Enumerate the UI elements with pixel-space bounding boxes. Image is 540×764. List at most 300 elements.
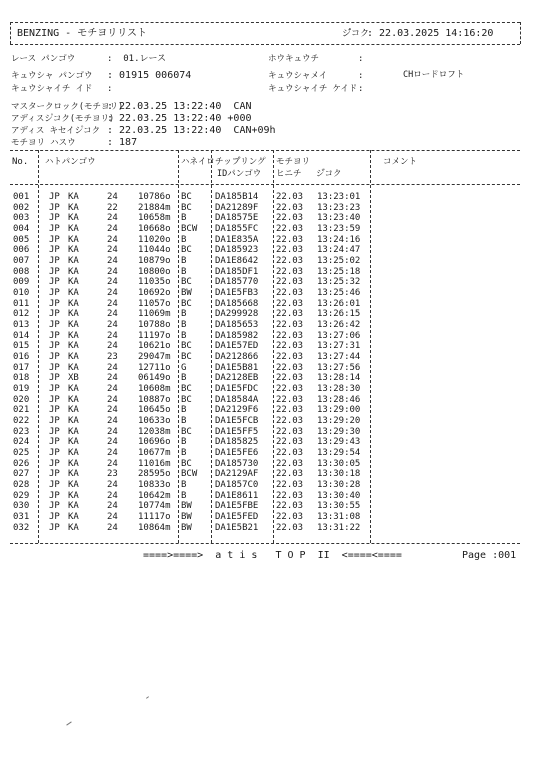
row-country: JP	[49, 213, 60, 224]
row-ring-number: 10774m	[138, 501, 171, 512]
row-date: 22.03	[276, 416, 304, 427]
row-chip-id: DA1E5FF5	[215, 426, 259, 437]
row-number: 013	[13, 320, 30, 331]
row-club: KA	[68, 501, 79, 512]
row-color: BCW	[181, 469, 198, 480]
row-number: 016	[13, 352, 30, 363]
table-row	[0, 341, 540, 352]
row-time: 13:25:46	[317, 288, 361, 299]
row-club: KA	[68, 266, 79, 277]
row-ring-number: 10879o	[138, 256, 171, 267]
row-number: 006	[13, 245, 30, 256]
row-date: 22.03	[276, 362, 304, 373]
row-time: 13:28:14	[317, 373, 361, 384]
row-ring-number: 10864m	[138, 522, 171, 533]
row-country: JP	[49, 448, 60, 459]
entry-count-label: モチヨリ ハスウ	[11, 138, 76, 148]
row-date: 22.03	[276, 405, 304, 416]
row-ring-number: 10692o	[138, 288, 171, 299]
row-time: 13:29:43	[317, 437, 361, 448]
table-row	[0, 235, 540, 246]
row-time: 13:30:55	[317, 501, 361, 512]
row-chip-id: DA2128EB	[215, 373, 259, 384]
row-chip-id: DA185770	[215, 277, 259, 288]
row-ring-number: 10621o	[138, 341, 171, 352]
row-time: 13:29:54	[317, 448, 361, 459]
row-ring-number: 10800o	[138, 266, 171, 277]
row-color: B	[181, 330, 187, 341]
row-time: 13:27:56	[317, 362, 361, 373]
table-row	[0, 427, 540, 438]
row-color: BC	[181, 202, 192, 213]
row-country: JP	[49, 394, 60, 405]
row-ring-number: 10645o	[138, 405, 171, 416]
row-chip-id: DA21289F	[215, 202, 259, 213]
row-color: B	[181, 490, 187, 501]
row-number: 011	[13, 298, 30, 309]
row-year: 24	[107, 501, 118, 512]
row-time: 13:25:32	[317, 277, 361, 288]
row-country: JP	[49, 266, 60, 277]
row-color: B	[181, 309, 187, 320]
row-club: KA	[68, 277, 79, 288]
table-row	[0, 405, 540, 416]
row-country: JP	[49, 490, 60, 501]
row-time: 13:30:05	[317, 458, 361, 469]
row-country: JP	[49, 298, 60, 309]
row-chip-id: DA2129F6	[215, 405, 259, 416]
row-ring-number: 10658m	[138, 213, 171, 224]
row-year: 24	[107, 245, 118, 256]
row-country: JP	[49, 352, 60, 363]
row-number: 017	[13, 362, 30, 373]
row-country: JP	[49, 192, 60, 202]
row-color: BW	[181, 512, 192, 523]
row-club: KA	[68, 352, 79, 363]
row-time: 13:29:20	[317, 416, 361, 427]
row-ring-number: 10887o	[138, 394, 171, 405]
row-date: 22.03	[276, 277, 304, 288]
row-color: B	[181, 213, 187, 224]
table-row	[0, 363, 540, 374]
row-ring-number: 10833o	[138, 480, 171, 491]
header-right-border	[520, 22, 521, 44]
row-chip-id: DA1855FC	[215, 224, 259, 234]
row-year: 24	[107, 458, 118, 469]
loft-longitude-value: :	[358, 84, 364, 94]
table-row	[0, 352, 540, 363]
row-ring-number: 11020o	[138, 234, 171, 245]
table-row	[0, 459, 540, 470]
row-color: B	[181, 256, 187, 267]
row-color: BC	[181, 384, 192, 395]
row-date: 22.03	[276, 256, 304, 267]
row-year: 24	[107, 426, 118, 437]
row-year: 24	[107, 480, 118, 491]
row-number: 008	[13, 266, 30, 277]
row-chip-id: DA1857C0	[215, 480, 259, 491]
table-row	[0, 256, 540, 267]
row-ring-number: 10642m	[138, 490, 171, 501]
row-time: 13:23:23	[317, 202, 361, 213]
row-date: 22.03	[276, 288, 304, 299]
row-club: KA	[68, 309, 79, 320]
table-row	[0, 512, 540, 523]
row-date: 22.03	[276, 202, 304, 213]
row-year: 24	[107, 320, 118, 331]
row-ring-number: 11016m	[138, 458, 171, 469]
hokyu-label: ホウキュウチ	[268, 54, 320, 64]
row-year: 24	[107, 298, 118, 309]
row-number: 021	[13, 405, 30, 416]
row-ring-number: 21884m	[138, 202, 171, 213]
col-color-header: ハネイロ	[181, 157, 215, 167]
row-color: B	[181, 373, 187, 384]
row-chip-id: DA1E8611	[215, 490, 259, 501]
row-year: 24	[107, 512, 118, 523]
row-time: 13:30:40	[317, 490, 361, 501]
table-row	[0, 192, 540, 203]
row-time: 13:23:59	[317, 224, 361, 234]
row-time: 13:25:02	[317, 256, 361, 267]
row-date: 22.03	[276, 469, 304, 480]
row-number: 024	[13, 437, 30, 448]
row-number: 007	[13, 256, 30, 267]
row-date: 22.03	[276, 266, 304, 277]
row-date: 22.03	[276, 373, 304, 384]
row-color: BC	[181, 277, 192, 288]
table-row	[0, 320, 540, 331]
row-chip-id: DA185B14	[215, 192, 259, 202]
table-row	[0, 331, 540, 342]
row-date: 22.03	[276, 352, 304, 363]
col-ring-header: ハトパンコ゚ウ	[45, 157, 96, 167]
row-number: 025	[13, 448, 30, 459]
row-ring-number: 10696o	[138, 437, 171, 448]
row-country: JP	[49, 224, 60, 234]
row-number: 005	[13, 234, 30, 245]
atis-time-label: アディスシ゚コク(モチヨリ)	[11, 114, 115, 124]
table-row	[0, 480, 540, 491]
row-time: 13:30:28	[317, 480, 361, 491]
row-club: KA	[68, 522, 79, 533]
row-club: KA	[68, 362, 79, 373]
row-time: 13:27:31	[317, 341, 361, 352]
row-number: 009	[13, 277, 30, 288]
row-country: JP	[49, 480, 60, 491]
row-club: KA	[68, 320, 79, 331]
row-number: 001	[13, 192, 30, 202]
row-date: 22.03	[276, 512, 304, 523]
row-country: JP	[49, 341, 60, 352]
row-country: JP	[49, 384, 60, 395]
row-year: 24	[107, 522, 118, 533]
row-color: B	[181, 416, 187, 427]
row-country: JP	[49, 522, 60, 533]
row-ring-number: 06149o	[138, 373, 171, 384]
row-time: 13:25:18	[317, 266, 361, 277]
table-row	[0, 416, 540, 427]
col-comment-header: コメント	[383, 157, 418, 167]
row-year: 24	[107, 373, 118, 384]
row-date: 22.03	[276, 384, 304, 395]
table-row	[0, 277, 540, 288]
row-color: BW	[181, 522, 192, 533]
row-number: 028	[13, 480, 30, 491]
table-row	[0, 437, 540, 448]
row-time: 13:29:30	[317, 426, 361, 437]
row-chip-id: DA299928	[215, 309, 259, 320]
row-year: 23	[107, 469, 118, 480]
row-ring-number: 12711o	[138, 362, 171, 373]
col-chip-header: チップ゚リンク゚	[215, 157, 266, 167]
row-number: 018	[13, 373, 30, 384]
row-chip-id: DA185DF1	[215, 266, 259, 277]
row-club: KA	[68, 480, 79, 491]
row-number: 032	[13, 522, 30, 533]
row-country: JP	[49, 330, 60, 341]
row-chip-id: DA185825	[215, 437, 259, 448]
row-color: BC	[181, 426, 192, 437]
row-country: JP	[49, 469, 60, 480]
row-club: KA	[68, 288, 79, 299]
row-number: 012	[13, 309, 30, 320]
row-color: BC	[181, 192, 192, 202]
row-date: 22.03	[276, 437, 304, 448]
row-club: KA	[68, 213, 79, 224]
row-country: JP	[49, 458, 60, 469]
col-chip-id-header: IDパンコ゚ウ	[217, 169, 262, 179]
row-date: 22.03	[276, 394, 304, 405]
row-color: B	[181, 437, 187, 448]
row-chip-id: DA1E5FCB	[215, 416, 259, 427]
row-color: BW	[181, 288, 192, 299]
loft-number-value: : 01915 006074	[107, 70, 192, 81]
row-chip-id: DA1E835A	[215, 234, 259, 245]
row-club: KA	[68, 426, 79, 437]
table-row	[0, 523, 540, 534]
row-ring-number: 10608m	[138, 384, 171, 395]
hokyu-value: :	[358, 54, 364, 64]
race-number-label: レース パンコ゚ウ	[11, 54, 76, 64]
row-date: 22.03	[276, 320, 304, 331]
loft-name-value: CHロート゚ロフト	[403, 70, 465, 80]
row-country: JP	[49, 501, 60, 512]
row-ring-number: 11035o	[138, 277, 171, 288]
row-chip-id: DA1E8642	[215, 256, 259, 267]
row-time: 13:30:18	[317, 469, 361, 480]
row-number: 029	[13, 490, 30, 501]
table-row	[0, 384, 540, 395]
col-arrival-header: モチヨリ	[276, 157, 311, 167]
row-date: 22.03	[276, 448, 304, 459]
loft-name-separator: :	[358, 71, 364, 81]
row-club: KA	[68, 298, 79, 309]
row-club: KA	[68, 202, 79, 213]
master-clock-label: マスタークロック(モチヨリ)	[11, 102, 124, 112]
report-title: BENZING - モチヨリリスト	[17, 28, 148, 39]
row-ring-number: 11117o	[138, 512, 171, 523]
row-color: B	[181, 448, 187, 459]
row-color: BC	[181, 298, 192, 309]
row-time: 13:29:00	[317, 405, 361, 416]
row-year: 24	[107, 384, 118, 395]
loft-longitude-label: キュウシャイチ ケイト゚	[268, 84, 358, 94]
row-time: 13:26:42	[317, 320, 361, 331]
row-number: 010	[13, 288, 30, 299]
row-time: 13:24:16	[317, 234, 361, 245]
row-ring-number: 10668o	[138, 224, 171, 234]
loft-latitude-label: キュウシャイチ イト゚	[11, 84, 93, 94]
row-year: 24	[107, 416, 118, 427]
row-country: JP	[49, 426, 60, 437]
row-date: 22.03	[276, 298, 304, 309]
table-row	[0, 245, 540, 256]
row-country: JP	[49, 256, 60, 267]
row-club: KA	[68, 245, 79, 256]
row-color: B	[181, 405, 187, 416]
row-year: 24	[107, 437, 118, 448]
race-number-value: : 01.レース	[107, 54, 167, 64]
row-number: 003	[13, 213, 30, 224]
row-chip-id: DA212866	[215, 352, 259, 363]
row-country: JP	[49, 416, 60, 427]
row-country: JP	[49, 234, 60, 245]
row-club: KA	[68, 458, 79, 469]
row-club: KA	[68, 448, 79, 459]
row-club: KA	[68, 224, 79, 234]
row-time: 13:31:22	[317, 522, 361, 533]
row-time: 13:28:30	[317, 384, 361, 395]
row-year: 24	[107, 288, 118, 299]
row-country: JP	[49, 373, 60, 384]
entry-count-value: : 187	[107, 137, 138, 148]
row-year: 24	[107, 330, 118, 341]
row-club: KA	[68, 234, 79, 245]
row-year: 24	[107, 234, 118, 245]
row-date: 22.03	[276, 309, 304, 320]
row-date: 22.03	[276, 341, 304, 352]
table-row	[0, 203, 540, 214]
row-chip-id: DA2129AF	[215, 469, 259, 480]
row-date: 22.03	[276, 501, 304, 512]
loft-name-label: キュウシャメイ	[268, 71, 328, 81]
col-no-header: No.	[12, 157, 29, 167]
row-year: 24	[107, 341, 118, 352]
scan-mark	[66, 721, 71, 725]
row-chip-id: DA185982	[215, 330, 259, 341]
row-ring-number: 10786o	[138, 192, 171, 202]
table-top-rule	[10, 150, 520, 151]
row-chip-id: DA1E57ED	[215, 341, 259, 352]
row-club: KA	[68, 512, 79, 523]
row-country: JP	[49, 320, 60, 331]
row-time: 13:24:47	[317, 245, 361, 256]
row-chip-id: DA1E5B21	[215, 522, 259, 533]
header-top-rule	[10, 22, 520, 23]
row-year: 24	[107, 192, 118, 202]
row-ring-number: 28595o	[138, 469, 171, 480]
row-number: 019	[13, 384, 30, 395]
row-number: 022	[13, 416, 30, 427]
row-color: B	[181, 480, 187, 491]
row-time: 13:23:01	[317, 192, 361, 202]
page-number: Page :001	[462, 550, 517, 561]
table-header-rule	[10, 184, 520, 185]
print-time-value: : 22.03.2025 14:16:20	[367, 28, 494, 39]
row-year: 24	[107, 490, 118, 501]
row-club: KA	[68, 394, 79, 405]
print-time-label: ジ゚コク	[342, 29, 370, 39]
row-club: XB	[68, 373, 79, 384]
table-row	[0, 288, 540, 299]
row-time: 13:31:08	[317, 512, 361, 523]
row-chip-id: DA1E5FDC	[215, 384, 259, 395]
row-ring-number: 10633o	[138, 416, 171, 427]
row-club: KA	[68, 330, 79, 341]
row-ring-number: 11069m	[138, 309, 171, 320]
row-date: 22.03	[276, 192, 304, 202]
row-time: 13:28:46	[317, 394, 361, 405]
row-date: 22.03	[276, 490, 304, 501]
row-year: 24	[107, 213, 118, 224]
row-number: 026	[13, 458, 30, 469]
table-row	[0, 469, 540, 480]
row-number: 015	[13, 341, 30, 352]
table-row	[0, 299, 540, 310]
row-date: 22.03	[276, 458, 304, 469]
col-time-header: ジ゚コク	[316, 169, 342, 179]
row-chip-id: DA1E5B81	[215, 362, 259, 373]
row-number: 004	[13, 224, 30, 234]
row-ring-number: 10677m	[138, 448, 171, 459]
row-chip-id: DA185923	[215, 245, 259, 256]
row-color: B	[181, 266, 187, 277]
row-year: 24	[107, 224, 118, 234]
row-country: JP	[49, 405, 60, 416]
row-time: 13:26:15	[317, 309, 361, 320]
row-color: BC	[181, 245, 192, 256]
row-date: 22.03	[276, 213, 304, 224]
row-chip-id: DA185730	[215, 458, 259, 469]
row-color: BC	[181, 341, 192, 352]
row-color: BC	[181, 394, 192, 405]
row-country: JP	[49, 437, 60, 448]
row-time: 13:27:06	[317, 330, 361, 341]
row-club: KA	[68, 416, 79, 427]
row-year: 24	[107, 256, 118, 267]
table-bottom-rule	[10, 543, 520, 544]
row-year: 23	[107, 352, 118, 363]
row-color: G	[181, 362, 187, 373]
row-chip-id: DA1E5FBE	[215, 501, 259, 512]
row-club: KA	[68, 469, 79, 480]
row-year: 24	[107, 277, 118, 288]
row-club: KA	[68, 341, 79, 352]
table-row	[0, 267, 540, 278]
atis-regulated-time-value: : 22.03.25 13:22:40 CAN+09h	[107, 125, 276, 136]
table-row	[0, 491, 540, 502]
row-year: 24	[107, 394, 118, 405]
col-date-header: ヒニチ	[276, 169, 302, 179]
row-club: KA	[68, 256, 79, 267]
row-number: 002	[13, 202, 30, 213]
row-color: B	[181, 320, 187, 331]
table-row	[0, 373, 540, 384]
row-country: JP	[49, 288, 60, 299]
row-country: JP	[49, 277, 60, 288]
row-color: BC	[181, 352, 192, 363]
